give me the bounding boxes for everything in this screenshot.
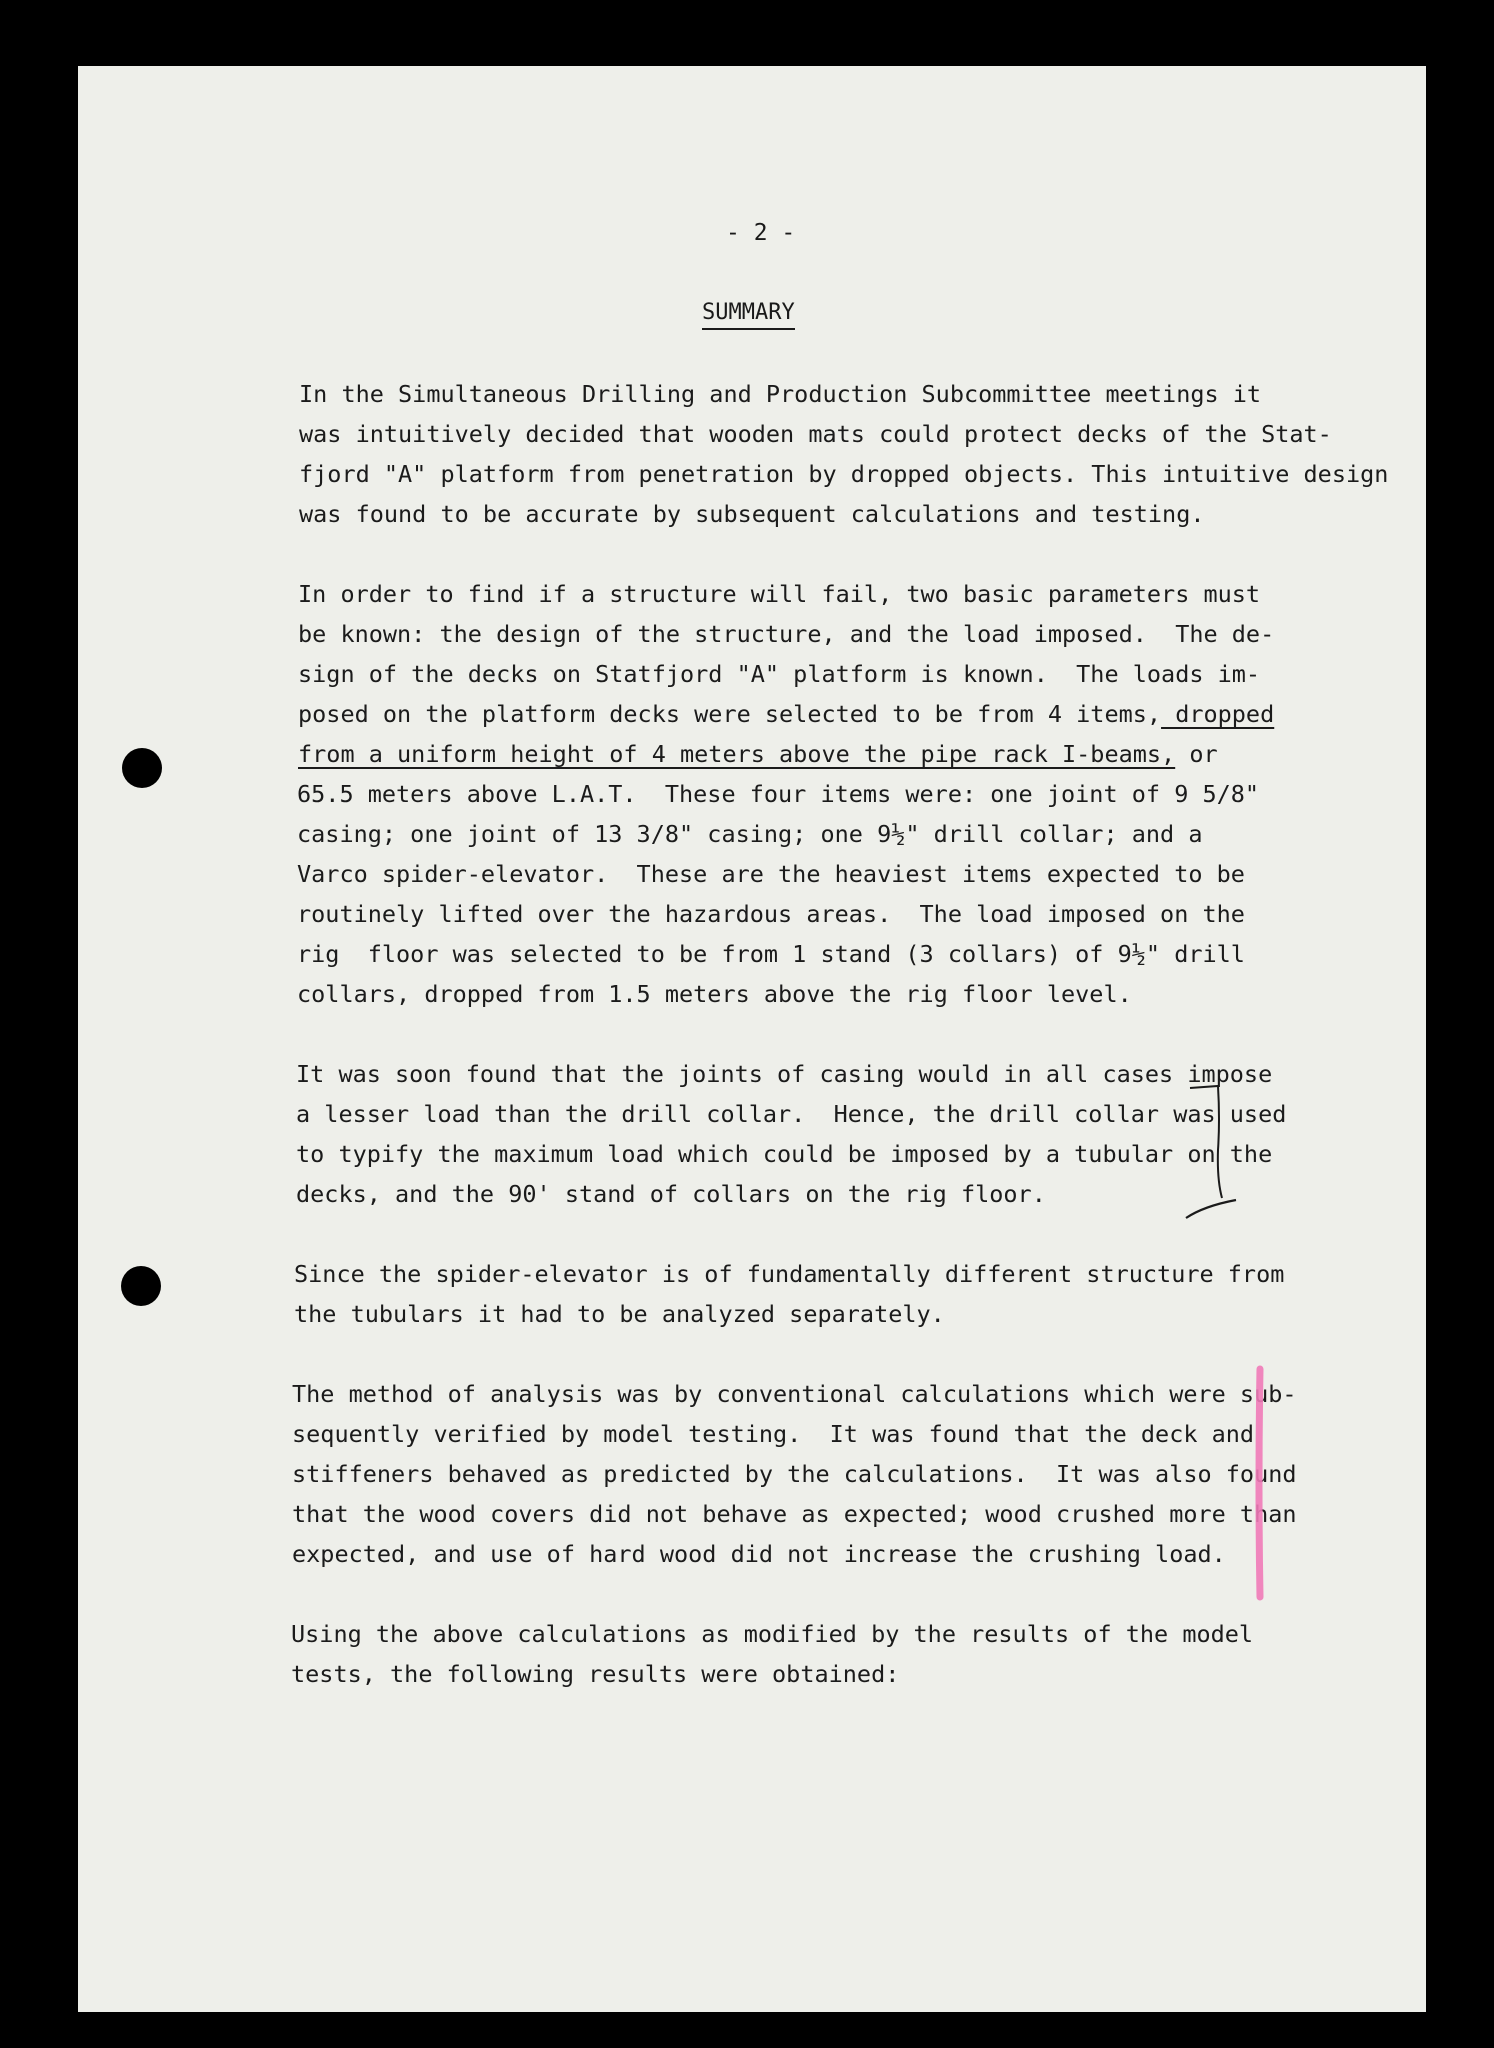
underlined-text: from a uniform height of 4 meters above the pipe rack I-beams, bbox=[298, 740, 1176, 768]
text-line bbox=[298, 740, 1218, 768]
text-line: was found to be accurate by subsequent calculations and testing. bbox=[299, 500, 1205, 528]
text-line: rig floor was selected to be from 1 stand (3 collars) of 9½" drill bbox=[297, 940, 1245, 968]
text-line: sequently verified by model testing. It was found that the deck and bbox=[292, 1420, 1255, 1448]
text-line: a lesser load than the drill collar. Hence, the drill collar was used bbox=[296, 1100, 1287, 1128]
text-line: In order to find if a structure will fail, two basic parameters must bbox=[298, 580, 1261, 608]
text-line: tests, the following results were obtained: bbox=[291, 1660, 900, 1688]
text-line: was intuitively decided that wooden mats could protect decks of the Stat- bbox=[299, 420, 1332, 448]
text-line: decks, and the 90' stand of collars on the rig floor. bbox=[296, 1180, 1046, 1208]
text-line: to typify the maximum load which could be imposed by a tubular on the bbox=[296, 1140, 1273, 1168]
text-line bbox=[298, 700, 1274, 728]
text-line: sign of the decks on Statfjord "A" platform is known. The loads im- bbox=[298, 660, 1261, 688]
summary-title: SUMMARY bbox=[702, 300, 795, 330]
highlighter-mark bbox=[1250, 1365, 1270, 1605]
text-line: fjord "A" platform from penetration by dropped objects. This intuitive design bbox=[299, 460, 1389, 488]
text-line: casing; one joint of 13 3/8" casing; one 9½" drill collar; and a bbox=[297, 820, 1203, 848]
text-segment: or bbox=[1175, 740, 1218, 768]
text-line: The method of analysis was by conventional calculations which were sub- bbox=[292, 1380, 1297, 1408]
underlined-text: dropped bbox=[1161, 700, 1275, 728]
document-page bbox=[78, 66, 1426, 2012]
text-line: collars, dropped from 1.5 meters above the rig floor level. bbox=[297, 980, 1132, 1008]
text-line: Using the above calculations as modified by the results of the model bbox=[291, 1620, 1254, 1648]
text-line: Varco spider-elevator. These are the heaviest items expected to be bbox=[297, 860, 1245, 888]
handwritten-bracket-mark bbox=[1180, 1080, 1240, 1230]
punch-hole-top bbox=[122, 748, 162, 788]
text-line: expected, and use of hard wood did not increase the crushing load. bbox=[292, 1540, 1226, 1568]
text-line: stiffeners behaved as predicted by the calculations. It was also found bbox=[292, 1460, 1297, 1488]
punch-hole-bottom bbox=[121, 1266, 161, 1306]
text-line: that the wood covers did not behave as expected; wood crushed more than bbox=[292, 1500, 1297, 1528]
text-line: It was soon found that the joints of casing would in all cases impose bbox=[296, 1060, 1273, 1088]
text-line: be known: the design of the structure, and the load imposed. The de- bbox=[298, 620, 1275, 648]
text-line: the tubulars it had to be analyzed separately. bbox=[294, 1300, 945, 1328]
text-line: Since the spider-elevator is of fundamentally different structure from bbox=[294, 1260, 1285, 1288]
text-line: 65.5 meters above L.A.T. These four items were: one joint of 9 5/8" bbox=[297, 780, 1260, 808]
text-line: In the Simultaneous Drilling and Production Subcommittee meetings it bbox=[299, 380, 1262, 408]
page-number: - 2 - bbox=[726, 220, 796, 246]
text-segment: posed on the platform decks were selected to be from 4 items, bbox=[298, 700, 1162, 728]
text-line: routinely lifted over the hazardous areas. The load imposed on the bbox=[297, 900, 1245, 928]
